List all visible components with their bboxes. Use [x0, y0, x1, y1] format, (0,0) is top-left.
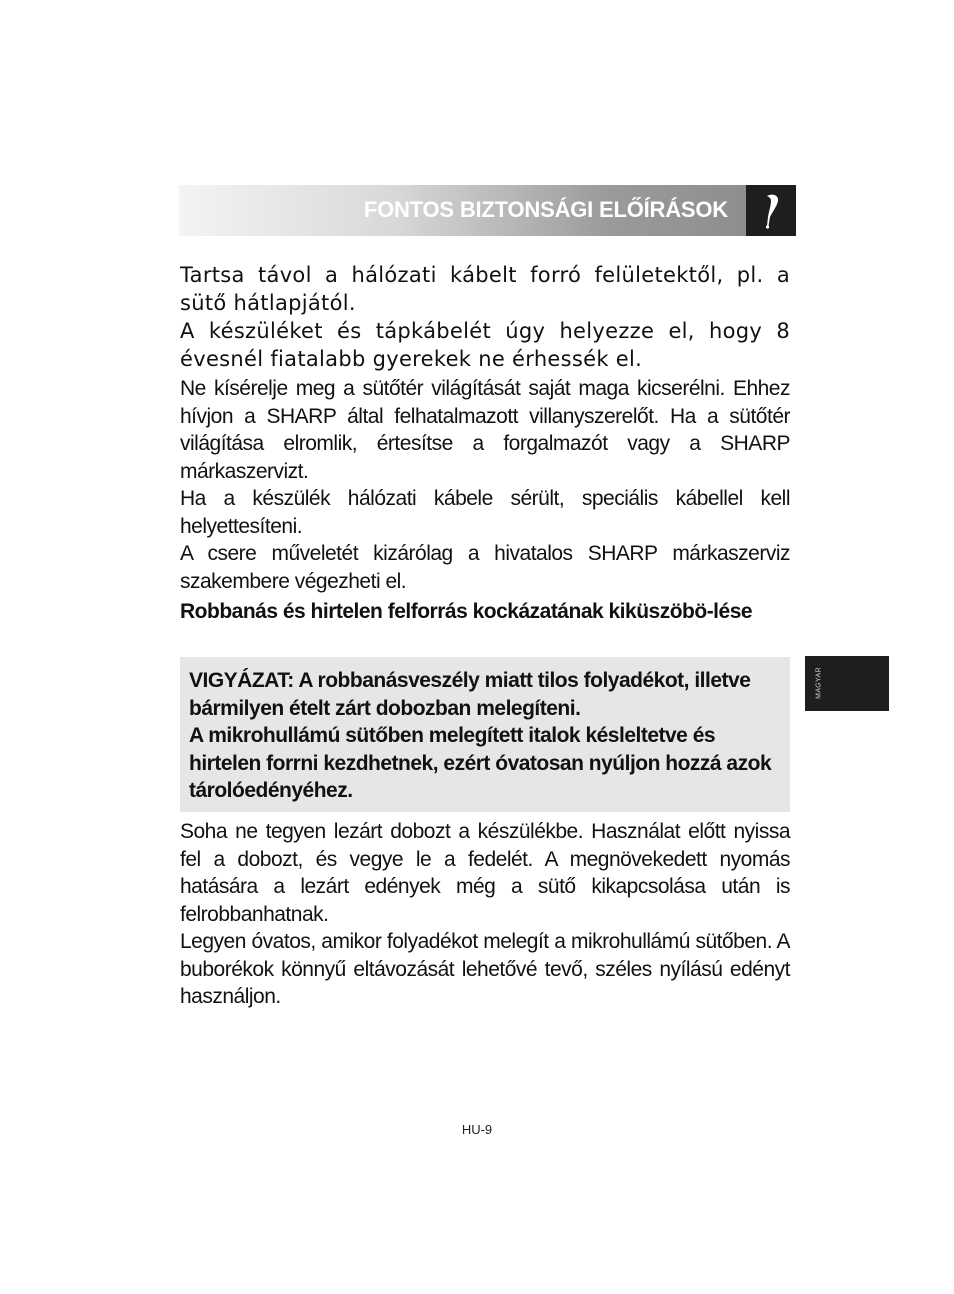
- section-heading-block: [180, 598, 790, 626]
- warning-line-1: VIGYÁZAT: A robbanásveszély miatt tilos folyadékot, illetve bármilyen ételt zárt dobozban melegíteni.: [189, 669, 751, 720]
- warning-icon-box: [746, 185, 796, 236]
- exclamation-mark-icon: [758, 192, 784, 230]
- warning-line-2: A mikrohullámú sütőben melegített italok késleltetve és hirtelen forrni kezdhetnek, ezért óvatosan nyúljon hozzá azok tárolóedényéhez.: [189, 724, 772, 802]
- body-paragraph-3: A csere műveletét kizárólag a hivatalos SHARP márkaszerviz szakembere végezheti el.: [180, 542, 790, 593]
- closing-block: [180, 818, 790, 1011]
- section-title: FONTOS BIZTONSÁGI ELŐÍRÁSOK: [363, 197, 728, 222]
- body-paragraph-2: Ha a készülék hálózati kábele sérült, speciális kábellel kell helyettesíteni.: [180, 487, 790, 538]
- intro-paragraph-1: Tartsa távol a hálózati kábelt forró felületektől, pl. a sütő hátlapjától.: [180, 263, 790, 315]
- intro-paragraph-2: A készüléket és tápkábelét úgy helyezze el, hogy 8 évesnél fiatalabb gyerekek ne érhessék el.: [180, 319, 790, 371]
- closing-paragraph-1: Soha ne tegyen lezárt dobozt a készülékbe. Használat előtt nyissa fel a dobozt, és vegye le a fedelét. A megnövekedett nyomás hatására a lezárt edények még a sütő kikapcsolása után is felrobbanhatnak.: [180, 820, 790, 926]
- body-paragraph-1: Ne kísérelje meg a sütőtér világítását saját maga kicserélni. Ehhez hívjon a SHARP által felhatalmazott villanyszerelőt. Ha a sütőtér világítása elromlik, értesítse a forgalmazót vagy a SHARP márkaszervizt.: [180, 377, 790, 483]
- language-tab-label: MAGYAR: [815, 667, 823, 699]
- intro-block: [180, 261, 790, 373]
- section-header: [179, 185, 796, 236]
- page-number: HU-9: [461, 1122, 493, 1137]
- section-heading: Robbanás és hirtelen felforrás kockázatának kiküszöbö-lése: [180, 600, 753, 623]
- closing-paragraph-2: Legyen óvatos, amikor folyadékot melegít a mikrohullámú sütőben. A buborékok könnyű eltávozását lehetővé tevő, széles nyílású edényt használjon.: [180, 930, 790, 1008]
- body-block: [180, 375, 790, 595]
- warning-box: [180, 657, 790, 812]
- language-tab: [805, 656, 889, 711]
